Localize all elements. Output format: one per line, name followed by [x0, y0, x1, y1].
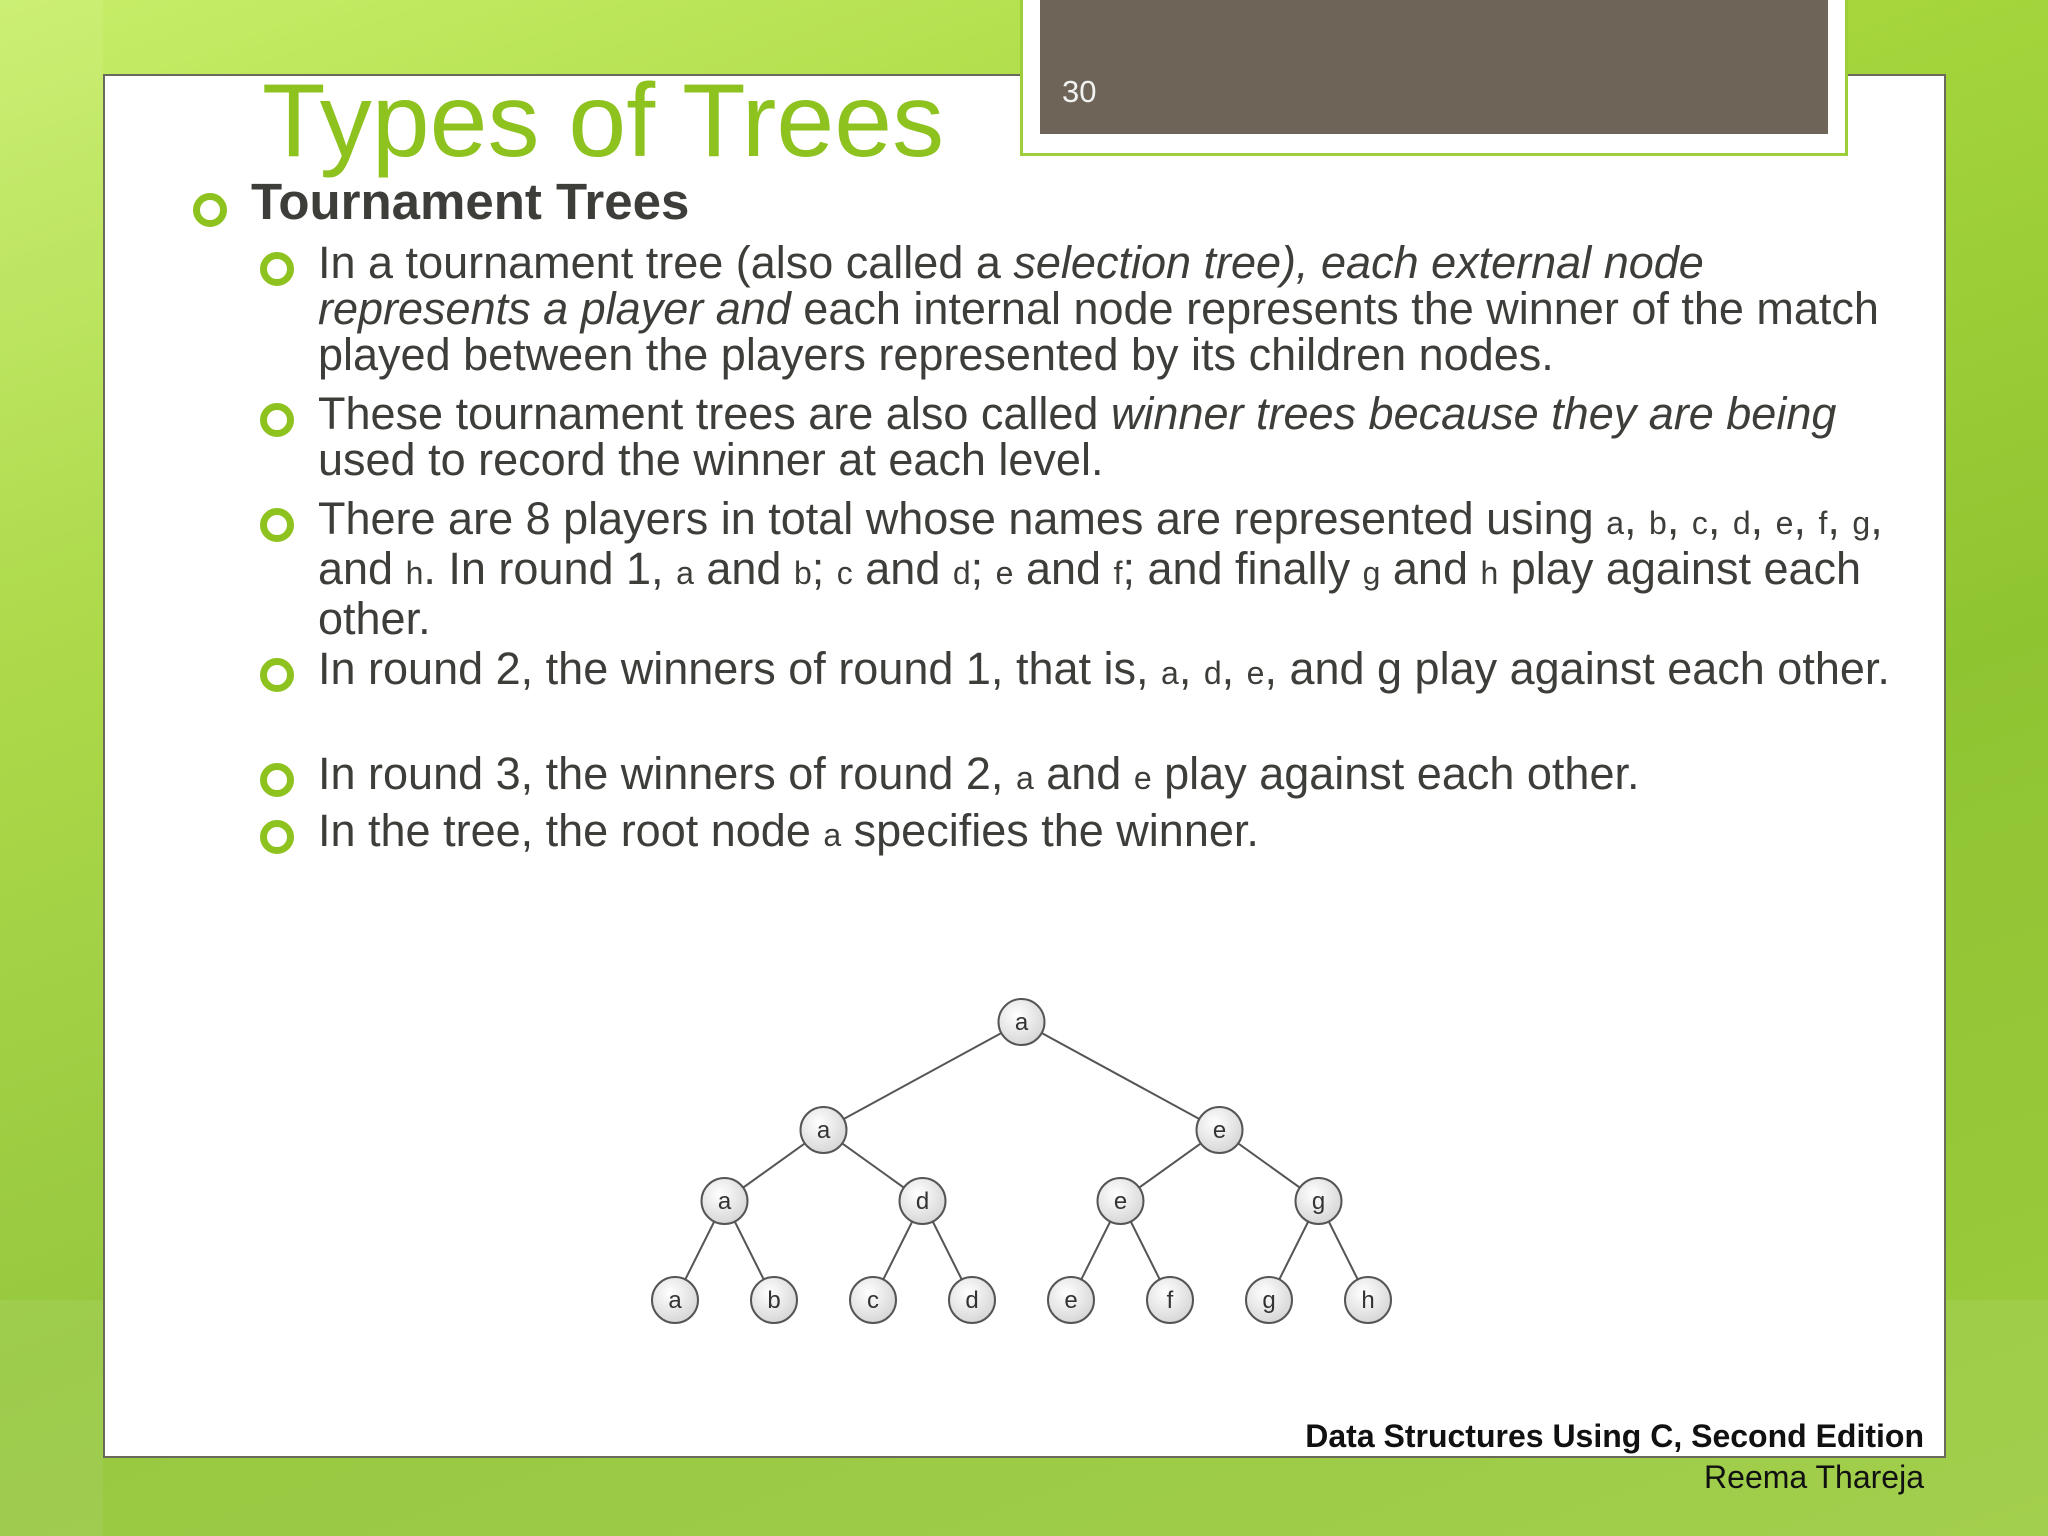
tree-node	[1048, 1277, 1094, 1323]
tree-node-label: e	[1113, 1188, 1128, 1215]
bullet-text: and	[693, 543, 794, 594]
bullet-text: ,	[1178, 643, 1204, 694]
bullet-text: used to record the winner at each level.	[318, 434, 1104, 485]
bullet-text: In round 2, the winners of round 1, that is,	[318, 643, 1162, 694]
footer-author: Reema Thareja	[1704, 1459, 1924, 1495]
player-name: b	[793, 555, 812, 591]
tree-node	[999, 999, 1045, 1045]
player-name: a	[1015, 760, 1034, 796]
bullet-text: specifies the winner.	[841, 805, 1259, 856]
player-name: e	[1775, 505, 1794, 541]
tree-node-label: f	[1166, 1287, 1174, 1314]
player-name: c	[1691, 505, 1708, 541]
bullet-text: ,	[1707, 493, 1733, 544]
tree-node	[850, 1277, 896, 1323]
tree-node	[1147, 1277, 1193, 1323]
player-name: e	[995, 555, 1014, 591]
tree-node	[900, 1178, 946, 1224]
tree-node-label: b	[767, 1287, 781, 1314]
bullet-text: ,	[1827, 493, 1853, 544]
tree-edge	[1022, 1022, 1220, 1130]
tree-node	[949, 1277, 995, 1323]
tree-node-label: c	[867, 1287, 879, 1314]
player-name: h	[405, 555, 424, 591]
bullet-text: ,	[1666, 493, 1692, 544]
player-name: a	[676, 555, 694, 591]
player-name: d	[1203, 655, 1222, 691]
bullet-text: In round 3, the winners of round 2,	[318, 748, 1016, 799]
player-name: a	[823, 817, 842, 853]
tree-node-label: e	[1212, 1117, 1227, 1144]
bullet-text: . In round 1,	[423, 543, 677, 594]
tree-node-label: a	[1014, 1009, 1029, 1036]
bullet-text: play against each other.	[1151, 748, 1640, 799]
section-heading: Tournament Trees	[251, 173, 690, 230]
bullet-text: and	[1033, 748, 1134, 799]
bullet-text: and	[1013, 543, 1114, 594]
tree-node	[1345, 1277, 1391, 1323]
player-name: f	[1818, 505, 1828, 541]
player-name: b	[1649, 505, 1667, 541]
bullet-text: each internal node represents the winner of the match played between the players represented by its children nodes.	[318, 283, 1879, 380]
bullet-text: There are 8 players in total whose names are represented using	[318, 493, 1607, 544]
bullet-text: In the tree, the root node	[318, 805, 824, 856]
bullet-text: ; and finally	[1122, 543, 1363, 594]
tree-node	[702, 1178, 748, 1224]
player-name: d	[1732, 505, 1751, 541]
tree-node-label: h	[1361, 1287, 1375, 1314]
tree-node	[1246, 1277, 1292, 1323]
tree-node-label: g	[1262, 1287, 1276, 1314]
slide-title: Types of Trees	[262, 63, 945, 179]
bullet-text: and	[852, 543, 953, 594]
bullet-text: , and	[318, 493, 1883, 594]
bullet-text: ,	[1793, 493, 1819, 544]
bullet-text: ,	[1624, 493, 1650, 544]
tree-node	[652, 1277, 698, 1323]
player-name: e	[1246, 655, 1265, 691]
bullet-text: play against each other.	[318, 543, 1862, 644]
bullet-text: , and g play against each other.	[1264, 643, 1890, 694]
player-name: a	[1161, 655, 1179, 691]
tree-node	[1098, 1178, 1144, 1224]
tree-node-label: a	[668, 1287, 682, 1314]
bullet-text: These tournament trees are also called	[318, 388, 1111, 439]
tree-node-label: d	[965, 1287, 979, 1314]
bullet-text: and	[1380, 543, 1481, 594]
bullet-text: In a tournament tree (also called a	[318, 237, 1014, 288]
bullet-text: ,	[1221, 643, 1247, 694]
player-name: g	[1852, 505, 1871, 541]
bullet-text: ,	[1750, 493, 1776, 544]
player-name: c	[836, 555, 853, 591]
bullet-text: selection tree), each external node represents a player and	[318, 237, 1704, 334]
tree-node	[801, 1107, 847, 1153]
slide-number: 30	[1062, 74, 1097, 109]
player-name: e	[1133, 760, 1152, 796]
player-name: d	[952, 555, 971, 591]
footer-book-title: Data Structures Using C, Second Edition	[1305, 1418, 1924, 1454]
player-name: a	[1606, 505, 1625, 541]
player-name: h	[1480, 555, 1499, 591]
tree-node-label: e	[1064, 1287, 1078, 1314]
tree-node-label: a	[816, 1117, 831, 1144]
player-name: f	[1113, 555, 1123, 591]
tree-node-label: g	[1311, 1188, 1326, 1215]
player-name: g	[1362, 555, 1381, 591]
tree-node	[751, 1277, 797, 1323]
bullet-text: winner trees because they are being	[1110, 388, 1837, 439]
tree-node	[1296, 1178, 1342, 1224]
tree-node-label: d	[915, 1188, 930, 1215]
tree-node-label: a	[717, 1188, 732, 1215]
bullet-text: ;	[811, 543, 837, 594]
tree-node	[1197, 1107, 1243, 1153]
tree-edge	[824, 1022, 1022, 1130]
bullet-text: ;	[970, 543, 996, 594]
